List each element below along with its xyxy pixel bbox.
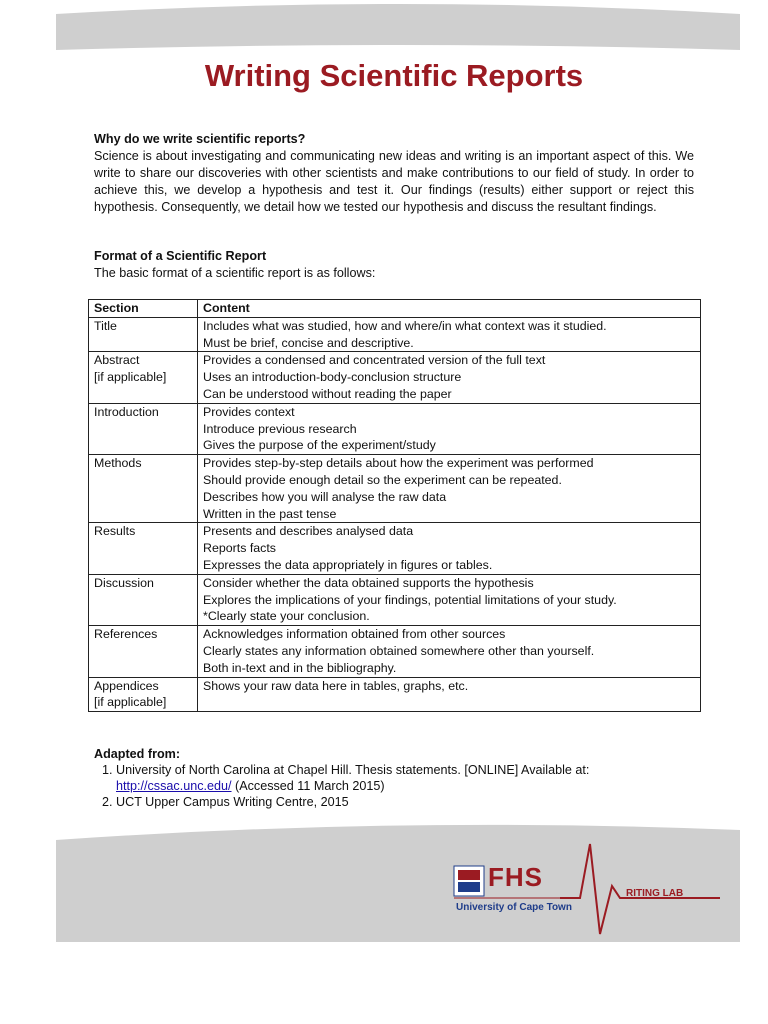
reference-item bbox=[116, 794, 589, 810]
reference-accessed: (Accessed 11 March 2015) bbox=[231, 779, 385, 793]
header-content: Content bbox=[198, 300, 701, 318]
content-cell bbox=[198, 626, 701, 677]
content-line: Acknowledges information obtained from other sources bbox=[203, 627, 506, 642]
content-line: Introduce previous research bbox=[203, 421, 357, 436]
reference-list bbox=[94, 762, 589, 810]
format-section bbox=[94, 248, 694, 282]
adapted-from-section bbox=[94, 746, 589, 810]
content-line: Reports facts bbox=[203, 541, 276, 556]
content-line: *Clearly state your conclusion. bbox=[203, 609, 370, 624]
table-row bbox=[89, 352, 701, 403]
section-cell bbox=[89, 626, 198, 677]
section-label: [if applicable] bbox=[94, 695, 167, 710]
content-line: Must be brief, concise and descriptive. bbox=[203, 335, 414, 350]
reference-text: UCT Upper Campus Writing Centre, 2015 bbox=[116, 795, 349, 809]
table-header-row bbox=[89, 300, 701, 318]
content-line: Consider whether the data obtained supports the hypothesis bbox=[203, 575, 534, 590]
intro-section bbox=[94, 131, 694, 216]
section-label: Title bbox=[94, 318, 117, 333]
content-line: Clearly states any information obtained somewhere other than yourself. bbox=[203, 643, 595, 658]
section-label: Abstract bbox=[94, 353, 140, 368]
reference-link[interactable]: http://cssac.unc.edu/ bbox=[116, 779, 232, 793]
fhs-writing-lab-logo bbox=[440, 842, 730, 942]
section-cell bbox=[89, 317, 198, 352]
intro-paragraph: Science is about investigating and communicating new ideas and writing is an important aspect of this. We write to share our discoveries with other scientists and make contributions to our field of study. In order to achieve this, we develop a hypothesis and test it. Our findings (results) either support or reject this hypothesis. Consequently, we detail how we tested our hypothesis and discuss the resultant findings. bbox=[94, 149, 694, 214]
reference-item bbox=[116, 762, 589, 794]
section-label: Results bbox=[94, 524, 136, 539]
section-label: Methods bbox=[94, 456, 142, 471]
top-decorative-band bbox=[0, 0, 768, 60]
content-cell bbox=[198, 455, 701, 523]
table-row bbox=[89, 403, 701, 454]
content-cell bbox=[198, 523, 701, 574]
content-line: Gives the purpose of the experiment/study bbox=[203, 438, 436, 453]
table-row bbox=[89, 523, 701, 574]
logo-writing-lab-text: RITING LAB bbox=[626, 888, 684, 899]
content-line: Written in the past tense bbox=[203, 506, 337, 521]
content-line: Uses an introduction-body-conclusion structure bbox=[203, 370, 462, 385]
content-cell bbox=[198, 317, 701, 352]
page-title: Writing Scientific Reports bbox=[204, 58, 584, 93]
content-line: Should provide enough detail so the experiment can be repeated. bbox=[203, 472, 562, 487]
format-table-container bbox=[88, 299, 701, 712]
section-label: Introduction bbox=[94, 404, 159, 419]
table-row bbox=[89, 455, 701, 523]
content-line: Can be understood without reading the paper bbox=[203, 386, 452, 401]
table-row bbox=[89, 677, 701, 712]
content-line: Provides context bbox=[203, 404, 295, 419]
format-heading: Format of a Scientific Report bbox=[94, 249, 267, 263]
content-line: Both in-text and in the bibliography. bbox=[203, 660, 397, 675]
section-cell bbox=[89, 352, 198, 403]
section-cell bbox=[89, 574, 198, 625]
content-cell bbox=[198, 403, 701, 454]
table-body bbox=[89, 317, 701, 711]
table-row bbox=[89, 626, 701, 677]
content-line: Presents and describes analysed data bbox=[203, 524, 414, 539]
intro-heading: Why do we write scientific reports? bbox=[94, 132, 306, 146]
reference-text: University of North Carolina at Chapel Hill. Thesis statements. [ONLINE] Available at: bbox=[116, 763, 590, 777]
section-label: Appendices bbox=[94, 678, 159, 693]
content-cell bbox=[198, 574, 701, 625]
section-cell bbox=[89, 403, 198, 454]
logo-graphic bbox=[440, 842, 730, 942]
format-table bbox=[88, 299, 701, 712]
header-section: Section bbox=[89, 300, 198, 318]
section-cell bbox=[89, 677, 198, 712]
content-line: Provides a condensed and concentrated version of the full text bbox=[203, 353, 546, 368]
content-line: Provides step-by-step details about how the experiment was performed bbox=[203, 456, 594, 471]
content-line: Includes what was studied, how and where/in what context was it studied. bbox=[203, 318, 607, 333]
content-line: Shows your raw data here in tables, graphs, etc. bbox=[203, 678, 469, 693]
content-cell bbox=[198, 352, 701, 403]
table-row bbox=[89, 317, 701, 352]
section-cell bbox=[89, 455, 198, 523]
content-line: Explores the implications of your findings, potential limitations of your study. bbox=[203, 592, 617, 607]
content-line: Describes how you will analyse the raw data bbox=[203, 489, 447, 504]
format-subtext: The basic format of a scientific report is as follows: bbox=[94, 266, 376, 280]
content-cell bbox=[198, 677, 701, 712]
logo-university-text: University of Cape Town bbox=[456, 902, 572, 913]
section-label: Discussion bbox=[94, 575, 154, 590]
section-label: [if applicable] bbox=[94, 370, 167, 385]
section-label: References bbox=[94, 627, 158, 642]
adapted-heading: Adapted from: bbox=[94, 747, 181, 761]
content-line: Expresses the data appropriately in figures or tables. bbox=[203, 557, 493, 572]
logo-fhs-text: FHS bbox=[488, 862, 543, 892]
section-cell bbox=[89, 523, 198, 574]
table-row bbox=[89, 574, 701, 625]
